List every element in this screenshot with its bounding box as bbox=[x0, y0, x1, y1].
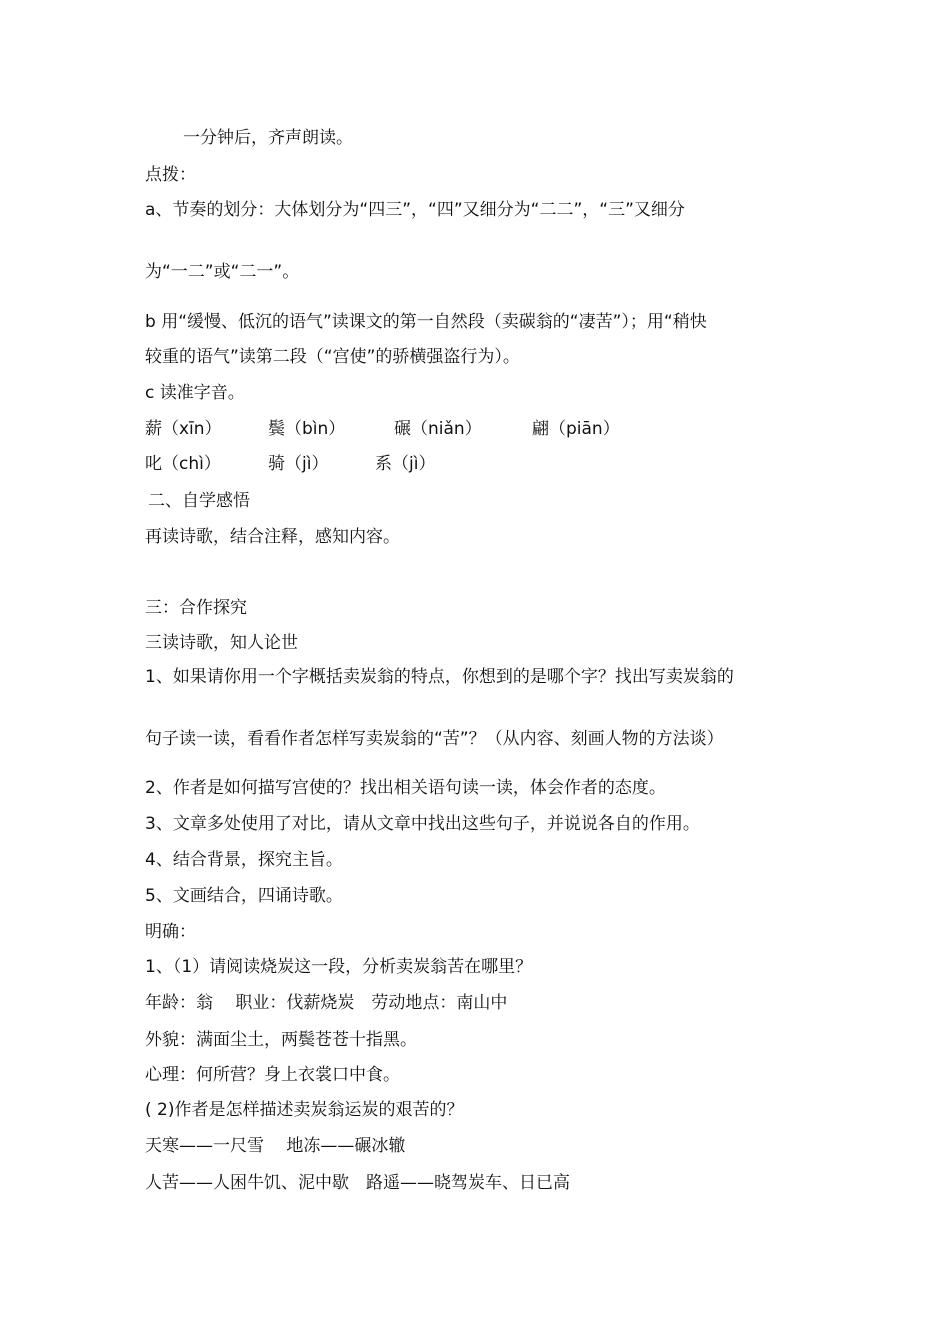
text-line: 4、结合背景，探究主旨。 bbox=[145, 850, 343, 870]
text-line: 较重的语气”读第二段（“宫使”的骄横强盗行为）。 bbox=[145, 347, 520, 367]
text-line: 再读诗歌，结合注释，感知内容。 bbox=[145, 527, 400, 547]
text-line: 年龄：翁 职业：伐薪烧炭 劳动地点：南山中 bbox=[145, 993, 508, 1013]
text-line: 为“一二”或“二一”。 bbox=[145, 262, 300, 282]
section-heading: 二、自学感悟 bbox=[148, 491, 250, 511]
text-line: 5、文画结合，四诵诗歌。 bbox=[145, 886, 343, 906]
text-line: c 读准字音。 bbox=[145, 383, 245, 403]
text-line: 2、作者是如何描写宫使的？找出相关语句读一读，体会作者的态度。 bbox=[145, 778, 666, 798]
text-line: a、节奏的划分：大体划分为“四三”，“四”又细分为“二二”，“三”又细分 bbox=[145, 200, 685, 220]
pinyin-item: 叱（chì） bbox=[145, 454, 221, 474]
text-line: 1、如果请你用一个字概括卖炭翁的特点，你想到的是哪个字？找出写卖炭翁的 bbox=[145, 667, 734, 687]
section-heading: 三：合作探究 bbox=[145, 598, 247, 618]
pinyin-item: 碾（niǎn） bbox=[394, 419, 482, 439]
pinyin-item: 薪（xīn） bbox=[145, 419, 222, 439]
text-line: ( 2)作者是怎样描述卖炭翁运炭的艰苦的？ bbox=[145, 1100, 464, 1120]
text-line: b 用“缓慢、低沉的语气”读课文的第一自然段（卖碳翁的“凄苦”）；用“稍快 bbox=[145, 312, 707, 332]
pinyin-item: 翩（piān） bbox=[532, 419, 620, 439]
pinyin-item: 骑（jì） bbox=[268, 454, 329, 474]
text-line: 人苦——人困牛饥、泥中歇 路遥——晓驾炭车、日已高 bbox=[145, 1173, 570, 1193]
text-line: 天寒——一尺雪 地冻——碾冰辙 bbox=[145, 1136, 406, 1156]
text-line: 句子读一读，看看作者怎样写卖炭翁的“苦”？（从内容、刻画人物的方法谈） bbox=[145, 729, 724, 749]
text-line: 一分钟后，齐声朗读。 bbox=[183, 128, 353, 148]
text-line: 1、（1）请阅读烧炭这一段，分析卖炭翁苦在哪里？ bbox=[145, 957, 533, 977]
text-line: 3、文章多处使用了对比，请从文章中找出这些句子，并说说各自的作用。 bbox=[145, 814, 700, 834]
text-line: 明确： bbox=[145, 922, 196, 942]
pinyin-item: 系（jì） bbox=[375, 454, 436, 474]
text-line: 三读诗歌，知人论世 bbox=[145, 633, 298, 653]
text-line: 心理：何所营？身上衣裳口中食。 bbox=[145, 1065, 400, 1085]
pinyin-item: 鬓（bìn） bbox=[268, 419, 346, 439]
text-line: 外貌：满面尘土，两鬓苍苍十指黑。 bbox=[145, 1030, 417, 1050]
text-line: 点拨： bbox=[145, 165, 196, 185]
